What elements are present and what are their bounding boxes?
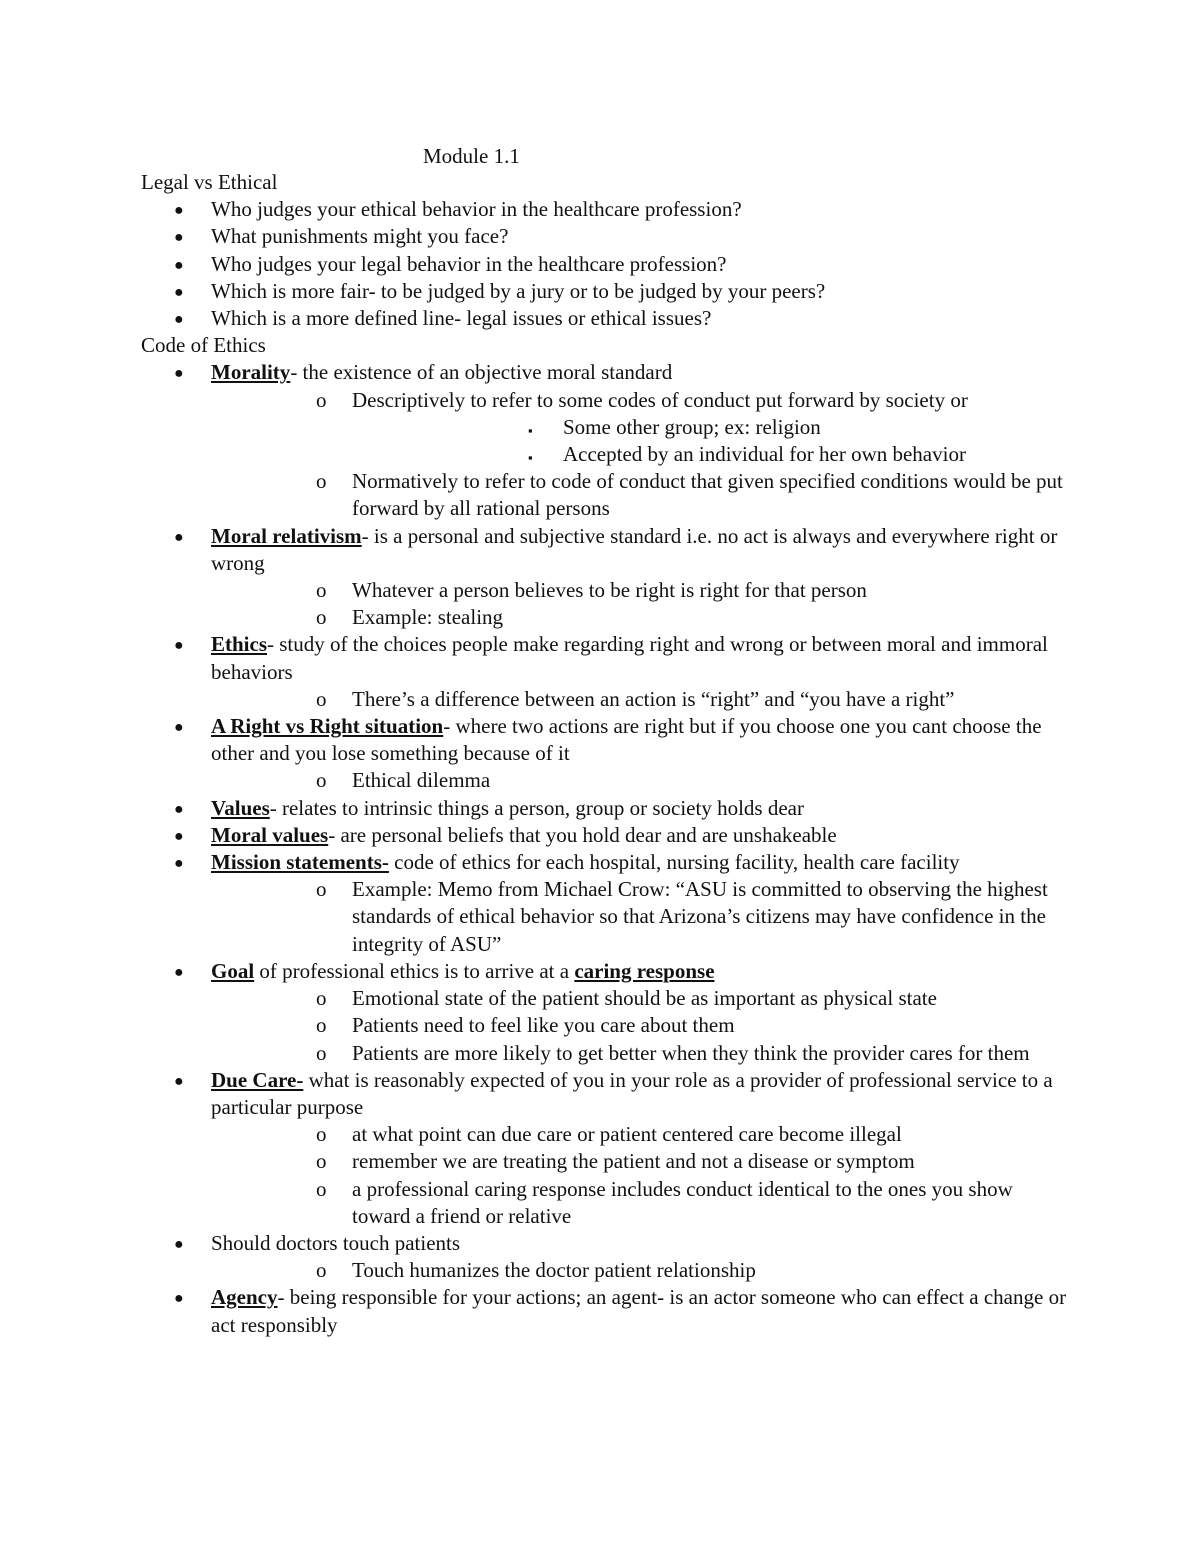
bullet-icon: ● bbox=[174, 1235, 184, 1253]
item-text: Whatever a person believes to be right is right for that person bbox=[352, 578, 867, 603]
bullet-list-level-2 bbox=[211, 686, 1071, 713]
bullet-icon: ● bbox=[174, 963, 184, 981]
list-item bbox=[352, 441, 1071, 468]
bullet-icon: ● bbox=[174, 283, 184, 301]
list-item bbox=[211, 767, 1071, 794]
list-item bbox=[141, 795, 1071, 822]
term: Moral relativism bbox=[211, 523, 362, 548]
list-item bbox=[141, 822, 1071, 849]
term: caring response bbox=[574, 958, 715, 983]
item-text: remember we are treating the patient and not a disease or symptom bbox=[352, 1149, 915, 1174]
circle-bullet-icon: o bbox=[316, 877, 327, 902]
circle-bullet-icon: o bbox=[316, 469, 327, 494]
item-text: - is a personal and subjective standard i.e. no act is always and everywhere right or wrong bbox=[211, 523, 1058, 575]
item-text: Who judges your legal behavior in the healthcare profession? bbox=[211, 251, 727, 276]
circle-bullet-icon: o bbox=[316, 578, 327, 603]
bullet-icon: ● bbox=[174, 256, 184, 274]
document-title: Module 1.1 bbox=[423, 144, 520, 168]
bullet-icon: ● bbox=[174, 229, 184, 247]
list-item bbox=[141, 1284, 1071, 1338]
term: Ethics bbox=[211, 632, 268, 657]
circle-bullet-icon: o bbox=[316, 768, 327, 793]
bullet-list-level-2 bbox=[211, 767, 1071, 794]
list-item bbox=[141, 1067, 1071, 1230]
item-text: what is reasonably expected of you in your role as a provider of professional service to a particular purpose bbox=[211, 1067, 1053, 1119]
bullet-icon: ● bbox=[174, 365, 184, 383]
section-heading: Code of Ethics bbox=[141, 333, 266, 358]
term: A Right vs Right situation bbox=[211, 714, 444, 739]
list-item bbox=[211, 468, 1071, 522]
item-text: - are personal beliefs that you hold dear and are unshakeable bbox=[328, 822, 837, 847]
list-item bbox=[211, 1012, 1071, 1039]
item-text: code of ethics for each hospital, nursing facility, health care facility bbox=[388, 850, 960, 875]
bullet-list-level-2 bbox=[211, 876, 1071, 958]
list-item bbox=[211, 577, 1071, 604]
list-item bbox=[141, 305, 1071, 332]
circle-bullet-icon: o bbox=[316, 1013, 327, 1038]
list-item bbox=[141, 223, 1071, 250]
bullet-icon: ● bbox=[174, 855, 184, 873]
item-text: - relates to intrinsic things a person, group or society holds dear bbox=[269, 795, 804, 820]
list-item bbox=[211, 387, 1071, 469]
bullet-icon: ● bbox=[174, 202, 184, 220]
item-text: Emotional state of the patient should be as important as physical state bbox=[352, 986, 937, 1011]
list-item bbox=[211, 1121, 1071, 1148]
bullet-icon: ● bbox=[174, 1290, 184, 1308]
item-text: Who judges your ethical behavior in the healthcare profession? bbox=[211, 197, 742, 222]
section-heading: Legal vs Ethical bbox=[141, 170, 278, 194]
bullet-list-level-2 bbox=[211, 387, 1071, 523]
item-text: There’s a difference between an action is “right” and “you have a right” bbox=[352, 686, 955, 711]
bullet-icon: ● bbox=[174, 827, 184, 845]
list-item bbox=[141, 713, 1071, 795]
circle-bullet-icon: o bbox=[316, 1149, 327, 1174]
term: Values bbox=[211, 795, 270, 820]
item-text: Which is more fair- to be judged by a jury or to be judged by your peers? bbox=[211, 278, 826, 303]
bullet-list-level-1 bbox=[141, 359, 1071, 1338]
item-text: at what point can due care or patient centered care become illegal bbox=[352, 1122, 902, 1147]
item-text: Which is a more defined line- legal issues or ethical issues? bbox=[211, 306, 712, 331]
item-text: Should doctors touch patients bbox=[211, 1230, 461, 1255]
item-text: Normatively to refer to code of conduct that given specified conditions would be put forward by all rational persons bbox=[352, 469, 1063, 521]
bullet-icon: ● bbox=[174, 637, 184, 655]
circle-bullet-icon: o bbox=[316, 1176, 327, 1201]
term: Due Care- bbox=[211, 1067, 304, 1092]
item-text: Patients are more likely to get better when they think the provider cares for them bbox=[352, 1040, 1030, 1065]
circle-bullet-icon: o bbox=[316, 605, 327, 630]
bullet-list-level-2 bbox=[211, 1121, 1071, 1230]
list-item bbox=[211, 686, 1071, 713]
bullet-icon: ● bbox=[174, 528, 184, 546]
circle-bullet-icon: o bbox=[316, 1258, 327, 1283]
term: Mission statements- bbox=[211, 850, 389, 875]
item-text: a professional caring response includes conduct identical to the ones you show toward a friend or relative bbox=[352, 1176, 1013, 1228]
item-text: Example: Memo from Michael Crow: “ASU is committed to observing the highest standards of ethical behavior so that Arizona’s citizens may have confidence in the integrity of ASU” bbox=[352, 877, 1048, 956]
term: Moral values bbox=[211, 822, 329, 847]
square-bullet-icon: ▪ bbox=[528, 422, 533, 438]
item-text: Patients need to feel like you care about them bbox=[352, 1013, 735, 1038]
item-text: - being responsible for your actions; an agent- is an actor someone who can effect a change or act responsibly bbox=[211, 1285, 1067, 1337]
item-text: - study of the choices people make regarding right and wrong or between moral and immoral behaviors bbox=[211, 632, 1048, 684]
list-item bbox=[211, 985, 1071, 1012]
item-text: - where two actions are right but if you choose one you cant choose the other and you lose something because of it bbox=[211, 714, 1042, 766]
bullet-icon: ● bbox=[174, 311, 184, 329]
circle-bullet-icon: o bbox=[316, 1122, 327, 1147]
list-item bbox=[141, 523, 1071, 632]
bullet-list-level-3 bbox=[352, 414, 1071, 468]
item-text: Ethical dilemma bbox=[352, 768, 491, 793]
list-item bbox=[141, 849, 1071, 958]
list-item bbox=[211, 604, 1071, 631]
bullet-list-level-2 bbox=[211, 1257, 1071, 1284]
list-item bbox=[211, 1176, 1071, 1230]
item-text: Accepted by an individual for her own behavior bbox=[563, 442, 966, 467]
list-item bbox=[141, 278, 1071, 305]
item-text: Example: stealing bbox=[352, 605, 504, 630]
item-text: Descriptively to refer to some codes of conduct put forward by society or bbox=[352, 387, 968, 412]
term: Goal bbox=[211, 958, 255, 983]
bullet-icon: ● bbox=[174, 719, 184, 737]
circle-bullet-icon: o bbox=[316, 387, 327, 412]
term: Agency bbox=[211, 1285, 278, 1310]
square-bullet-icon: ▪ bbox=[528, 450, 533, 466]
list-item bbox=[141, 631, 1071, 713]
item-text: Touch humanizes the doctor patient relationship bbox=[352, 1258, 756, 1283]
bullet-list-level-2 bbox=[211, 985, 1071, 1067]
term: Morality bbox=[211, 360, 291, 385]
bullet-list-level-2 bbox=[211, 577, 1071, 631]
circle-bullet-icon: o bbox=[316, 986, 327, 1011]
item-text: Some other group; ex: religion bbox=[563, 414, 821, 439]
item-text: of professional ethics is to arrive at a bbox=[254, 958, 575, 983]
list-item bbox=[211, 876, 1071, 958]
bullet-icon: ● bbox=[174, 1072, 184, 1090]
circle-bullet-icon: o bbox=[316, 686, 327, 711]
list-item bbox=[141, 196, 1071, 223]
circle-bullet-icon: o bbox=[316, 1040, 327, 1065]
list-item bbox=[141, 1230, 1071, 1284]
list-item bbox=[141, 251, 1071, 278]
item-text: What punishments might you face? bbox=[211, 224, 509, 249]
bullet-icon: ● bbox=[174, 800, 184, 818]
list-item bbox=[211, 1040, 1071, 1067]
list-item bbox=[141, 958, 1071, 1067]
bullet-list-level-1 bbox=[141, 196, 1071, 332]
document-body bbox=[141, 169, 1071, 1339]
list-item bbox=[211, 1257, 1071, 1284]
list-item bbox=[352, 414, 1071, 441]
list-item bbox=[211, 1148, 1071, 1175]
item-text: - the existence of an objective moral standard bbox=[290, 360, 673, 385]
list-item bbox=[141, 359, 1071, 522]
